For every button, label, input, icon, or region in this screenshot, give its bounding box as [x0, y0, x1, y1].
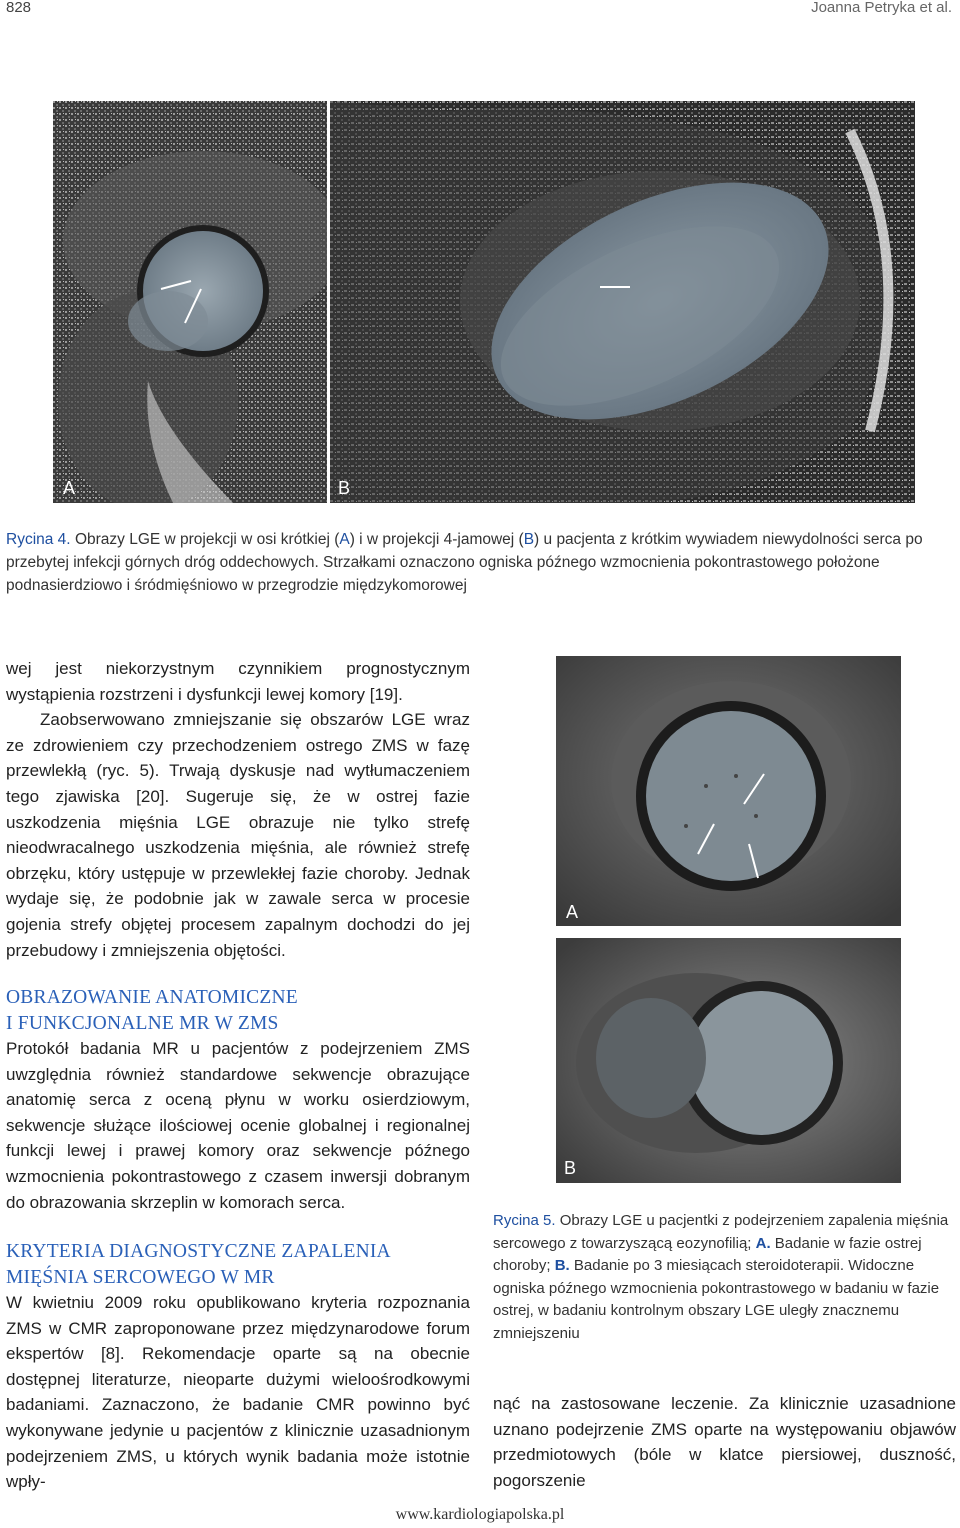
- figure4-panel-b-label: B: [338, 478, 351, 498]
- figure4-caption-text-1: Obrazy LGE w projekcji w osi krótkiej (: [74, 531, 340, 548]
- figure5-panel-a-label: A: [566, 902, 579, 922]
- figure5-caption-ref-b: B.: [554, 1257, 570, 1274]
- figure5-caption: [493, 1210, 953, 1345]
- figure4-caption-ref-a: A: [339, 531, 350, 548]
- paragraph-continuation: wej jest niekorzystnym czynnikiem prognostycznym wystąpienia rozstrzeni i dysfunkcji lewej komory [19].: [6, 659, 470, 704]
- paragraph-protocol: Protokół badania MR u pacjentów z podejrzeniem ZMS uwzględnia również standardowe sekwencje obrazujące anatomię serca z oceną płynu w worku osierdziowym, sekwencje służące ilościowej ocenie globalnej i regionalnej funkcji lewej i prawej komory oraz sekwencje późnego wzmocnienia pokontrastowego z czasem inwersji dobranym do obrazowania skrzeplin w komorach serca.: [6, 1039, 470, 1212]
- figure5-caption-label: Rycina 5.: [493, 1212, 556, 1229]
- section-heading-criteria-line1: KRYTERIA DIAGNOSTYCZNE ZAPALENIA: [6, 1241, 391, 1262]
- footer-url: www.kardiologiapolska.pl: [395, 1506, 565, 1523]
- figure5-caption-ref-a: A.: [755, 1234, 771, 1252]
- figure4-caption-text-3: ) u pacjenta z krótkim wywiadem niewydolności serca po przebytej infekcji górnych dróg oddechowych. Strzałkami oznaczono ogniska późnego wzmocnienia pokontrastowego położone podnasierdziowo i śródmięśniowo w przegrodzie międzykomorowej: [6, 531, 923, 594]
- section-heading-imaging-line2: I FUNKCJONALNE MR W ZMS: [6, 1013, 279, 1034]
- figure4-caption: [6, 528, 950, 597]
- figure4-panel-a-image: [53, 101, 327, 503]
- paragraph-lge-regression: Zaobserwowano zmniejszanie się obszarów LGE wraz ze zdrowieniem czy przechodzeniem ostrego ZMS w fazę przewlekłą (ryc. 5). Trwają dyskusje nad wytłumaczeniem tego zjawiska [20]. Sugeruje się, że w ostrej fazie uszkodzenia mięśnia LGE obrazuje nie tylko strefę nieodwracalnego uszkodzenia mięśnia, ale również strefę obrzęku, który ustępuje w przewlekłej fazie choroby. Jednak wydaje się, że podobnie jak w zawale serca w procesie gojenia strefy objętej procesem zapalnym dochodzi do jej przebudowy i zmniejszenia objętości.: [6, 710, 470, 960]
- running-header-authors: Joanna Petryka et al.: [811, 0, 952, 16]
- figure5-caption-text-2: Badanie w fazie ostrej choroby;: [493, 1234, 922, 1274]
- section-heading-criteria-line2: MIĘŚNIA SERCOWEGO W MR: [6, 1267, 275, 1288]
- figure4-caption-ref-b: B: [523, 531, 535, 548]
- figure4-caption-text-2: ) i w projekcji 4-jamowej (: [349, 531, 524, 548]
- figure4-panel-b-image: [330, 101, 915, 503]
- figure4-caption-label: Rycina 4.: [6, 531, 71, 548]
- right-column-paragraph: nąć na zastosowane leczenie. Za klinicznie uzasadnione uznano podejrzenie ZMS oparte na występowaniu objawów przedmiotowych (bóle w klatce piersiowej, duszność, pogorszenie: [493, 1394, 956, 1490]
- figure4-panel-a-label: A: [63, 478, 76, 498]
- paragraph-criteria: W kwietniu 2009 roku opublikowano kryteria rozpoznania ZMS w CMR zaproponowane przez międzynarodowe forum ekspertów [8]. Rekomendacje oparte są na obecnie dostępnej literaturze, nieoparte dużymi wieloośrodkowymi badaniami. Zaznaczono, że badanie CMR powinno być wykonywane jedynie u pacjentów z klinicznie uzasadnionym podejrzeniem ZMS, u których wynik badania może istotnie wpły-: [6, 1293, 470, 1492]
- page-number: 828: [6, 0, 32, 16]
- figure5-panel-b-label: B: [564, 1158, 577, 1178]
- figure5-caption-text-1: Obrazy LGE u pacjentki z podejrzeniem zapalenia mięśnia sercowego z towarzyszącą eozynofilią;: [493, 1212, 949, 1252]
- section-heading-imaging: [6, 985, 476, 1037]
- figure5-panel-a-image: [556, 656, 901, 926]
- section-heading-criteria: [6, 1239, 476, 1291]
- section-heading-imaging-line1: OBRAZOWANIE ANATOMICZNE: [6, 987, 298, 1008]
- figure5-caption-text-3: Badanie po 3 miesiącach steroidoterapii. Widoczne ogniska późnego wzmocnienia pokontrastowego w badaniu w fazie ostrej, w badaniu kontrolnym obszary LGE uległy znacznemu zmniejszeniu: [493, 1257, 940, 1342]
- figure5-panel-b-image: [556, 938, 901, 1183]
- left-column-top: [6, 656, 470, 963]
